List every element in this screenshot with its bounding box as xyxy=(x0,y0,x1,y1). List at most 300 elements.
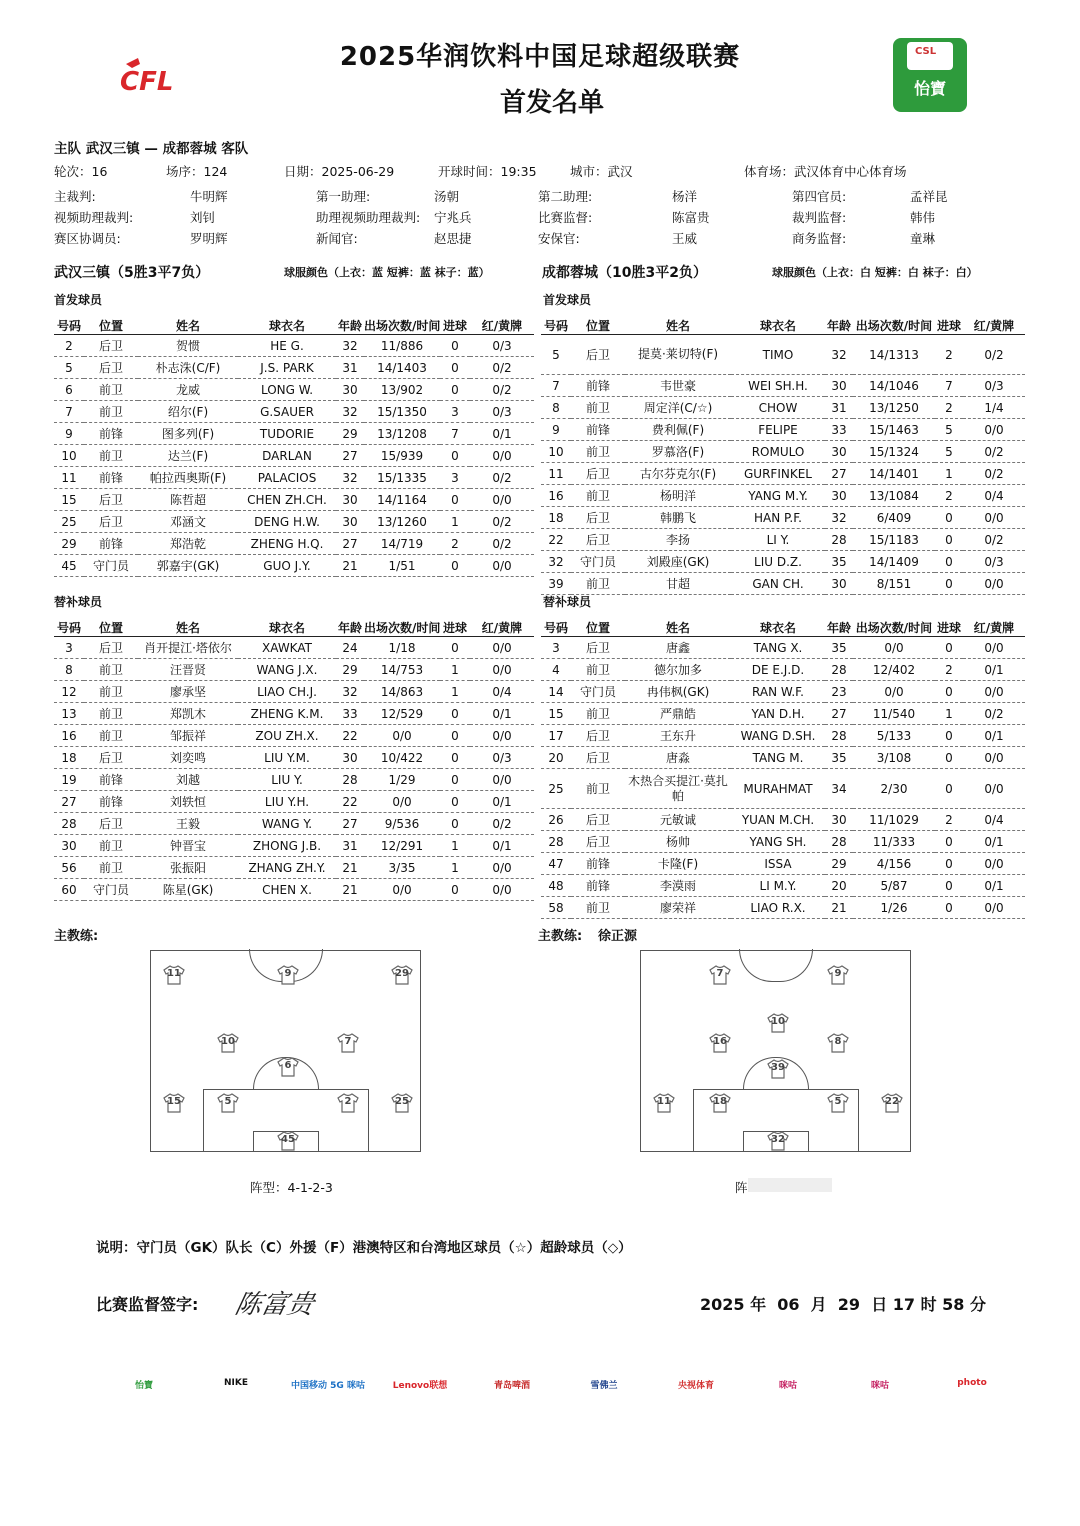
table-row xyxy=(54,879,534,901)
table-row xyxy=(541,747,1025,769)
table-cell: 后卫 xyxy=(571,747,625,769)
table-cell: 0/1 xyxy=(963,831,1025,853)
table-cell: 15/1463 xyxy=(853,419,935,441)
table-cell: 14/1046 xyxy=(853,375,935,397)
table-row xyxy=(541,875,1025,897)
table-cell: 28 xyxy=(336,769,364,791)
table-cell: 3 xyxy=(54,637,84,659)
table-cell: 13/902 xyxy=(364,379,440,401)
table-cell: 11/540 xyxy=(853,703,935,725)
shirt-number: 32 xyxy=(771,1134,785,1145)
table-cell: ZHENG H.Q. xyxy=(238,533,336,555)
table-cell: 守门员 xyxy=(571,551,625,573)
table-cell: 20 xyxy=(541,747,571,769)
table-cell: 甘超 xyxy=(625,573,731,595)
away-kit-colors: 球服颜色（上衣：白 短裤：白 袜子：白） xyxy=(772,266,978,279)
table-cell: 4/156 xyxy=(853,853,935,875)
column-header: 球衣名 xyxy=(731,316,825,335)
table-cell: WANG J.X. xyxy=(238,659,336,681)
table-cell: 后卫 xyxy=(571,725,625,747)
official-name: 汤朝 xyxy=(434,189,460,204)
table-cell: 0 xyxy=(935,769,963,809)
table-cell: 31 xyxy=(336,835,364,857)
table-cell: 30 xyxy=(825,573,853,595)
home-formation-pitch xyxy=(150,950,421,1152)
table-cell: G.SAUER xyxy=(238,401,336,423)
table-cell: 0/1 xyxy=(470,703,534,725)
table-cell: 25 xyxy=(54,511,84,533)
table-cell: 前锋 xyxy=(84,769,138,791)
sponsor-logo: 雪佛兰 xyxy=(590,1381,618,1391)
shirt-number: 10 xyxy=(221,1036,235,1047)
table-cell: 前锋 xyxy=(571,853,625,875)
table-cell: 0/0 xyxy=(963,897,1025,919)
table-cell: 15 xyxy=(54,489,84,511)
table-cell: 0/2 xyxy=(470,533,534,555)
table-cell: 图多列(F) xyxy=(138,423,238,445)
table-row xyxy=(54,769,534,791)
column-header: 进球 xyxy=(440,618,470,637)
table-cell: YAN D.H. xyxy=(731,703,825,725)
table-cell: 严鼎皓 xyxy=(625,703,731,725)
player-shirt-icon xyxy=(827,1093,849,1113)
table-cell: 前卫 xyxy=(571,573,625,595)
table-cell: 12 xyxy=(54,681,84,703)
signature-label: 比赛监督签字: xyxy=(96,1295,199,1314)
table-cell: 后卫 xyxy=(571,463,625,485)
table-cell: 汪晋贤 xyxy=(138,659,238,681)
table-cell: 20 xyxy=(825,875,853,897)
shirt-number: 25 xyxy=(395,1096,409,1107)
home-team-record: 武汉三镇（5胜3平7负） xyxy=(54,265,210,281)
official-name: 童琳 xyxy=(910,231,936,246)
table-cell: 前锋 xyxy=(84,423,138,445)
shirt-number: 9 xyxy=(834,968,842,979)
official-role: 第四官员: xyxy=(792,189,847,204)
table-row xyxy=(541,507,1025,529)
table-cell: 廖荣祥 xyxy=(625,897,731,919)
table-cell: 30 xyxy=(336,511,364,533)
table-cell: 48 xyxy=(541,875,571,897)
table-row xyxy=(541,769,1025,809)
table-cell: 25 xyxy=(541,769,571,809)
official-role: 助理视频助理裁判: xyxy=(316,210,421,225)
table-row xyxy=(541,853,1025,875)
match-number: 场序：124 xyxy=(166,164,228,179)
column-header: 年龄 xyxy=(825,316,853,335)
table-header xyxy=(541,316,1025,335)
table-cell: YUAN M.CH. xyxy=(731,809,825,831)
column-header: 球衣名 xyxy=(238,618,336,637)
table-cell: 15/1183 xyxy=(853,529,935,551)
table-cell: 0/3 xyxy=(470,401,534,423)
table-cell: 27 xyxy=(825,703,853,725)
table-cell: WANG D.SH. xyxy=(731,725,825,747)
table-cell: 10/422 xyxy=(364,747,440,769)
table-cell: 刘越 xyxy=(138,769,238,791)
table-cell: 0/0 xyxy=(364,879,440,901)
player-shirt-icon xyxy=(767,1013,789,1033)
player-shirt-icon xyxy=(709,965,731,985)
sponsor-logo: photo xyxy=(957,1378,987,1388)
sponsor-logo: Lenovo联想 xyxy=(392,1381,448,1391)
table-row xyxy=(54,357,534,379)
table-cell: LIU Y.H. xyxy=(238,791,336,813)
table-cell: 3/108 xyxy=(853,747,935,769)
table-cell: 1 xyxy=(440,835,470,857)
table-cell: 30 xyxy=(336,489,364,511)
table-cell: 11/886 xyxy=(364,335,440,357)
table-cell: TUDORIE xyxy=(238,423,336,445)
table-cell: CHEN X. xyxy=(238,879,336,901)
table-cell: 郭嘉宇(GK) xyxy=(138,555,238,577)
table-cell: 12/291 xyxy=(364,835,440,857)
table-cell: 22 xyxy=(541,529,571,551)
table-cell: 30 xyxy=(336,379,364,401)
column-header: 红/黄牌 xyxy=(470,618,534,637)
page-subtitle: 首发名单 xyxy=(499,88,604,118)
table-cell: 28 xyxy=(541,831,571,853)
player-shirt-icon xyxy=(217,1033,239,1053)
table-cell: 27 xyxy=(336,445,364,467)
table-cell: 古尔芬克尔(F) xyxy=(625,463,731,485)
table-cell: 0 xyxy=(935,637,963,659)
table-cell: 0 xyxy=(935,529,963,551)
player-shirt-icon xyxy=(277,1131,299,1151)
table-cell: LI M.Y. xyxy=(731,875,825,897)
table-cell: 后卫 xyxy=(84,357,138,379)
match-date: 日期：2025-06-29 xyxy=(284,164,395,179)
table-cell: 龙威 xyxy=(138,379,238,401)
table-cell: 15/1335 xyxy=(364,467,440,489)
table-cell: 14/1401 xyxy=(853,463,935,485)
table-row xyxy=(54,681,534,703)
table-cell: 0/0 xyxy=(470,659,534,681)
table-cell: 0 xyxy=(440,489,470,511)
table-cell: 0/1 xyxy=(470,423,534,445)
table-row xyxy=(541,637,1025,659)
table-cell: 0/2 xyxy=(470,467,534,489)
table-cell: 30 xyxy=(825,441,853,463)
table-cell: 邓涵文 xyxy=(138,511,238,533)
table-cell: 5 xyxy=(935,419,963,441)
table-cell: 费利佩(F) xyxy=(625,419,731,441)
table-cell: 前卫 xyxy=(571,897,625,919)
table-cell: 30 xyxy=(825,809,853,831)
table-cell: 0 xyxy=(440,357,470,379)
table-cell: 前卫 xyxy=(84,401,138,423)
table-cell: 8 xyxy=(541,397,571,419)
table-cell: 绍尔(F) xyxy=(138,401,238,423)
home-subs-label: 替补球员 xyxy=(54,595,103,609)
table-cell: 0 xyxy=(440,747,470,769)
official-role: 新闻官: xyxy=(316,231,358,246)
table-cell: 17 xyxy=(541,725,571,747)
table-cell: TANG M. xyxy=(731,747,825,769)
table-cell: 提莫·莱切特(F) xyxy=(625,335,731,375)
table-cell: 27 xyxy=(54,791,84,813)
official-role: 商务监督: xyxy=(792,231,847,246)
sponsor-logo: 怡寶 xyxy=(134,1381,153,1391)
table-cell: 0/1 xyxy=(963,875,1025,897)
table-cell: 守门员 xyxy=(571,681,625,703)
table-cell: 贺惯 xyxy=(138,335,238,357)
shirt-number: 6 xyxy=(284,1060,292,1071)
table-cell: 2 xyxy=(935,809,963,831)
table-cell: 28 xyxy=(825,831,853,853)
official-role: 裁判监督: xyxy=(792,210,847,225)
table-cell: 6 xyxy=(54,379,84,401)
official-name: 韩伟 xyxy=(910,210,936,225)
table-cell: 35 xyxy=(825,747,853,769)
column-header: 年龄 xyxy=(336,618,364,637)
table-cell: HE G. xyxy=(238,335,336,357)
table-cell: 前卫 xyxy=(84,857,138,879)
table-cell: 33 xyxy=(336,703,364,725)
table-row xyxy=(54,379,534,401)
table-cell: 0/0 xyxy=(364,791,440,813)
table-cell: 1/51 xyxy=(364,555,440,577)
player-shirt-icon xyxy=(709,1093,731,1113)
table-row xyxy=(541,335,1025,375)
shirt-number: 9 xyxy=(284,968,292,979)
table-cell: 2 xyxy=(935,335,963,375)
away-team-record: 成都蓉城（10胜3平2负） xyxy=(542,265,707,281)
column-header: 位置 xyxy=(571,316,625,335)
table-cell: 郑凯木 xyxy=(138,703,238,725)
table-row xyxy=(541,529,1025,551)
table-cell: 0/0 xyxy=(963,853,1025,875)
table-cell: YANG M.Y. xyxy=(731,485,825,507)
table-header xyxy=(54,618,534,637)
official-name: 王威 xyxy=(672,231,698,246)
table-row xyxy=(54,857,534,879)
sponsor-logo: 青岛啤酒 xyxy=(493,1381,530,1391)
table-cell: 13 xyxy=(54,703,84,725)
official-name: 孟祥昆 xyxy=(910,189,948,204)
table-cell: 0/3 xyxy=(963,551,1025,573)
table-cell: 0 xyxy=(935,831,963,853)
column-header: 号码 xyxy=(541,316,571,335)
table-cell: 26 xyxy=(541,809,571,831)
table-row xyxy=(541,725,1025,747)
table-row xyxy=(54,489,534,511)
table-cell: 刘奕鸣 xyxy=(138,747,238,769)
table-row xyxy=(54,335,534,357)
table-cell: 0 xyxy=(935,551,963,573)
table-cell: 0 xyxy=(440,813,470,835)
table-cell: 30 xyxy=(54,835,84,857)
table-cell: 陈星(GK) xyxy=(138,879,238,901)
shirt-number: 39 xyxy=(771,1062,785,1073)
table-cell: 13/1084 xyxy=(853,485,935,507)
table-cell: LIU Y.M. xyxy=(238,747,336,769)
table-row xyxy=(541,809,1025,831)
home-kit-colors: 球服颜色（上衣：蓝 短裤：蓝 袜子：蓝） xyxy=(284,266,490,279)
table-cell: 5 xyxy=(541,335,571,375)
home-formation: 阵型：4-1-2-3 xyxy=(250,1180,333,1195)
table-row xyxy=(541,375,1025,397)
table-cell: 2 xyxy=(935,485,963,507)
table-cell: 后卫 xyxy=(571,831,625,853)
official-name: 牛明辉 xyxy=(190,189,228,204)
table-row xyxy=(541,463,1025,485)
table-row xyxy=(54,791,534,813)
table-cell: 0 xyxy=(935,573,963,595)
table-cell: 13/1260 xyxy=(364,511,440,533)
table-cell: 10 xyxy=(541,441,571,463)
table-cell: 14/863 xyxy=(364,681,440,703)
table-cell: ZOU ZH.X. xyxy=(238,725,336,747)
column-header: 位置 xyxy=(571,618,625,637)
table-cell: 1 xyxy=(440,857,470,879)
table-row xyxy=(541,441,1025,463)
table-row xyxy=(541,897,1025,919)
table-row xyxy=(541,703,1025,725)
table-cell: 0 xyxy=(440,445,470,467)
table-cell: 33 xyxy=(825,419,853,441)
round: 轮次：16 xyxy=(54,164,108,179)
table-cell: 13/1250 xyxy=(853,397,935,419)
table-cell: 0/2 xyxy=(963,703,1025,725)
table-cell: 0/0 xyxy=(963,573,1025,595)
table-row xyxy=(541,681,1025,703)
table-cell: 0/3 xyxy=(470,335,534,357)
table-cell: 0 xyxy=(440,335,470,357)
table-row xyxy=(541,831,1025,853)
table-row xyxy=(54,401,534,423)
table-cell: 后卫 xyxy=(84,813,138,835)
column-header: 球衣名 xyxy=(238,316,336,335)
column-header: 进球 xyxy=(935,316,963,335)
column-header: 姓名 xyxy=(138,316,238,335)
table-row xyxy=(54,445,534,467)
table-cell: 0/0 xyxy=(470,857,534,879)
table-cell: 16 xyxy=(54,725,84,747)
table-cell: 14 xyxy=(541,681,571,703)
table-cell: 14/1403 xyxy=(364,357,440,379)
table-cell: 1 xyxy=(440,659,470,681)
teams-line: 主队 武汉三镇 — 成都蓉城 客队 xyxy=(54,141,249,157)
column-header: 红/黄牌 xyxy=(963,618,1025,637)
table-cell: 5/87 xyxy=(853,875,935,897)
table-cell: 1/26 xyxy=(853,897,935,919)
table-cell: CHEN ZH.CH. xyxy=(238,489,336,511)
table-cell: 5 xyxy=(54,357,84,379)
table-cell: 罗慕洛(F) xyxy=(625,441,731,463)
table-cell: 0/1 xyxy=(963,725,1025,747)
table-cell: 守门员 xyxy=(84,555,138,577)
table-cell: GUO J.Y. xyxy=(238,555,336,577)
table-cell: 29 xyxy=(336,423,364,445)
shirt-number: 5 xyxy=(834,1096,842,1107)
sign-datetime: 2025 年 06 月 29 日 17 时 58 分 xyxy=(700,1295,987,1314)
column-header: 出场次数/时间 xyxy=(364,618,440,637)
table-cell: 4 xyxy=(541,659,571,681)
table-cell: 11/1029 xyxy=(853,809,935,831)
table-cell: 前卫 xyxy=(84,659,138,681)
shirt-number: 22 xyxy=(885,1096,899,1107)
shirt-number: 5 xyxy=(224,1096,232,1107)
player-shirt-icon xyxy=(337,1033,359,1053)
table-cell: 0/2 xyxy=(963,335,1025,375)
table-cell: 35 xyxy=(825,637,853,659)
column-header: 红/黄牌 xyxy=(963,316,1025,335)
column-header: 姓名 xyxy=(138,618,238,637)
table-cell: 1/18 xyxy=(364,637,440,659)
table-cell: 27 xyxy=(336,533,364,555)
table-cell: 唐鑫 xyxy=(625,637,731,659)
table-cell: 0 xyxy=(935,875,963,897)
table-row xyxy=(541,397,1025,419)
column-header: 位置 xyxy=(84,316,138,335)
table-cell: 9 xyxy=(541,419,571,441)
table-cell: 0 xyxy=(935,507,963,529)
shirt-number: 10 xyxy=(771,1016,785,1027)
table-cell: 前锋 xyxy=(571,875,625,897)
table-cell: 韦世豪 xyxy=(625,375,731,397)
table-cell: 12/529 xyxy=(364,703,440,725)
table-cell: 23 xyxy=(825,681,853,703)
official-role: 主裁判: xyxy=(54,189,96,204)
table-cell: 0/0 xyxy=(470,555,534,577)
table-cell: 15/939 xyxy=(364,445,440,467)
table-row xyxy=(541,659,1025,681)
shirt-number: 18 xyxy=(713,1096,727,1107)
table-row xyxy=(54,555,534,577)
table-cell: 14/1313 xyxy=(853,335,935,375)
table-cell: 16 xyxy=(541,485,571,507)
table-cell: 22 xyxy=(336,791,364,813)
table-cell: 2 xyxy=(935,397,963,419)
table-cell: 10 xyxy=(54,445,84,467)
table-cell: 后卫 xyxy=(84,335,138,357)
table-cell: ZHONG J.B. xyxy=(238,835,336,857)
table-cell: 前锋 xyxy=(84,467,138,489)
sponsor-bar xyxy=(100,1356,1040,1406)
table-cell: 27 xyxy=(825,463,853,485)
away-coach-label: 主教练: xyxy=(538,929,583,944)
table-cell: 1 xyxy=(935,463,963,485)
column-header: 出场次数/时间 xyxy=(853,316,935,335)
player-shirt-icon xyxy=(827,965,849,985)
table-cell: LIAO CH.J. xyxy=(238,681,336,703)
table-cell: 2 xyxy=(54,335,84,357)
table-cell: FELIPE xyxy=(731,419,825,441)
table-cell: CHOW xyxy=(731,397,825,419)
table-cell: 元敏诚 xyxy=(625,809,731,831)
table-cell: 唐淼 xyxy=(625,747,731,769)
column-header: 位置 xyxy=(84,618,138,637)
table-cell: 11/333 xyxy=(853,831,935,853)
sponsor-logo: 咪咕 xyxy=(870,1381,889,1391)
table-cell: 58 xyxy=(541,897,571,919)
table-cell: 14/753 xyxy=(364,659,440,681)
table-row xyxy=(54,725,534,747)
table-cell: 56 xyxy=(54,857,84,879)
table-cell: 32 xyxy=(541,551,571,573)
table-row xyxy=(54,467,534,489)
table-cell: LI Y. xyxy=(731,529,825,551)
table-row xyxy=(541,551,1025,573)
table-cell: 前卫 xyxy=(84,835,138,857)
column-header: 红/黄牌 xyxy=(470,316,534,335)
table-cell: 后卫 xyxy=(84,489,138,511)
table-cell: 王毅 xyxy=(138,813,238,835)
table-cell: 0/2 xyxy=(470,511,534,533)
player-shirt-icon xyxy=(767,1131,789,1151)
table-cell: 29 xyxy=(825,853,853,875)
